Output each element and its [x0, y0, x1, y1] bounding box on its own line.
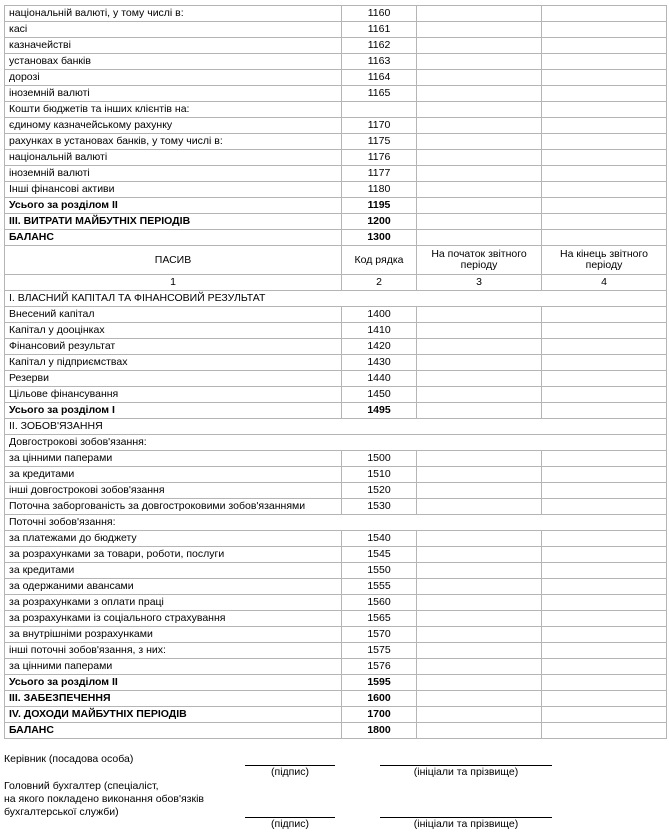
row-code: 1440: [342, 371, 417, 387]
table-row: [5, 86, 667, 102]
start-value-cell: [417, 531, 542, 547]
row-label: Усього за розділом ІІ: [5, 675, 342, 691]
header-pasyv: ПАСИВ: [5, 246, 342, 275]
row-code: 1163: [342, 54, 417, 70]
accountant-sign-caption: (підпис): [271, 818, 309, 830]
row-code: 1570: [342, 627, 417, 643]
header-code: Код рядка: [342, 246, 417, 275]
accountant-name-caption: (ініціали та прізвище): [413, 818, 519, 830]
start-value-cell: [417, 230, 542, 246]
row-code: 1495: [342, 403, 417, 419]
table-row: [5, 230, 667, 246]
start-value-cell: [417, 70, 542, 86]
row-code: 1180: [342, 182, 417, 198]
row-code: 1170: [342, 118, 417, 134]
end-value-cell: [542, 86, 667, 102]
end-value-cell: [542, 643, 667, 659]
row-label: інші довгострокові зобов'язання: [5, 483, 342, 499]
table-row: [5, 419, 667, 435]
end-value-cell: [542, 483, 667, 499]
table-row: [5, 134, 667, 150]
start-value-cell: [417, 595, 542, 611]
start-value-cell: [417, 198, 542, 214]
table-row: [5, 451, 667, 467]
header-start-period: На початок звітного періоду: [417, 246, 542, 275]
end-value-cell: [542, 38, 667, 54]
end-value-cell: [542, 675, 667, 691]
end-value-cell: [542, 6, 667, 22]
row-code: 1160: [342, 6, 417, 22]
row-label: Усього за розділом І: [5, 403, 342, 419]
end-value-cell: [542, 403, 667, 419]
row-label: Фінансовий результат: [5, 339, 342, 355]
row-code: 1300: [342, 230, 417, 246]
start-value-cell: [417, 499, 542, 515]
table-row: [5, 499, 667, 515]
start-value-cell: [417, 102, 542, 118]
balance-table: [4, 5, 667, 739]
start-value-cell: [417, 371, 542, 387]
row-label: іноземній валюті: [5, 86, 342, 102]
table-row: [5, 54, 667, 70]
table-row: [5, 691, 667, 707]
table-row: [5, 627, 667, 643]
row-code: 1576: [342, 659, 417, 675]
end-value-cell: [542, 150, 667, 166]
row-code: 1200: [342, 214, 417, 230]
row-label: Довгострокові зобов'язання:: [5, 435, 667, 451]
row-label: національній валюті, у тому числі в:: [5, 6, 342, 22]
row-code: 1176: [342, 150, 417, 166]
end-value-cell: [542, 723, 667, 739]
start-value-cell: [417, 403, 542, 419]
table-row: [5, 723, 667, 739]
end-value-cell: [542, 230, 667, 246]
table-row: [5, 643, 667, 659]
start-value-cell: [417, 483, 542, 499]
row-code: 1450: [342, 387, 417, 403]
end-value-cell: [542, 102, 667, 118]
table-row: [5, 291, 667, 307]
start-value-cell: [417, 22, 542, 38]
header-num-3: 3: [417, 275, 542, 291]
end-value-cell: [542, 214, 667, 230]
header-num-2: 2: [342, 275, 417, 291]
table-row: [5, 563, 667, 579]
start-value-cell: [417, 214, 542, 230]
start-value-cell: [417, 723, 542, 739]
row-label: іноземній валюті: [5, 166, 342, 182]
table-row: [5, 515, 667, 531]
row-label: рахунках в установах банків, у тому числі в:: [5, 134, 342, 150]
row-code: 1161: [342, 22, 417, 38]
table-row: [5, 323, 667, 339]
table-row: [5, 435, 667, 451]
table-row: [5, 547, 667, 563]
start-value-cell: [417, 467, 542, 483]
row-label: БАЛАНС: [5, 723, 342, 739]
table-row: [5, 675, 667, 691]
table-row: [5, 339, 667, 355]
start-value-cell: [417, 659, 542, 675]
end-value-cell: [542, 371, 667, 387]
row-code: 1500: [342, 451, 417, 467]
table-row: [5, 403, 667, 419]
table-row: [5, 198, 667, 214]
header-num-1: 1: [5, 275, 342, 291]
end-value-cell: [542, 707, 667, 723]
row-label: І. ВЛАСНИЙ КАПІТАЛ ТА ФІНАНСОВИЙ РЕЗУЛЬТАТ: [5, 291, 667, 307]
start-value-cell: [417, 54, 542, 70]
table-row: [5, 707, 667, 723]
row-code: 1430: [342, 355, 417, 371]
end-value-cell: [542, 659, 667, 675]
start-value-cell: [417, 643, 542, 659]
end-value-cell: [542, 387, 667, 403]
end-value-cell: [542, 691, 667, 707]
end-value-cell: [542, 355, 667, 371]
table-row: [5, 467, 667, 483]
row-label: за розрахунками з оплати праці: [5, 595, 342, 611]
row-label: за цінними паперами: [5, 451, 342, 467]
row-label: Резерви: [5, 371, 342, 387]
row-code: 1560: [342, 595, 417, 611]
row-code: 1600: [342, 691, 417, 707]
end-value-cell: [542, 451, 667, 467]
table-row: [5, 214, 667, 230]
start-value-cell: [417, 118, 542, 134]
table-row: [5, 102, 667, 118]
row-code: 1420: [342, 339, 417, 355]
start-value-cell: [417, 38, 542, 54]
start-value-cell: [417, 579, 542, 595]
end-value-cell: [542, 134, 667, 150]
row-code: 1595: [342, 675, 417, 691]
row-code: [342, 102, 417, 118]
row-label: за кредитами: [5, 563, 342, 579]
row-code: 1545: [342, 547, 417, 563]
start-value-cell: [417, 563, 542, 579]
row-code: 1700: [342, 707, 417, 723]
start-value-cell: [417, 707, 542, 723]
start-value-cell: [417, 547, 542, 563]
end-value-cell: [542, 54, 667, 70]
row-label: казначействі: [5, 38, 342, 54]
row-label: установах банків: [5, 54, 342, 70]
start-value-cell: [417, 355, 542, 371]
table-row: [5, 182, 667, 198]
row-code: 1565: [342, 611, 417, 627]
row-code: 1575: [342, 643, 417, 659]
row-label: Усього за розділом ІІ: [5, 198, 342, 214]
start-value-cell: [417, 307, 542, 323]
row-label: за одержаними авансами: [5, 579, 342, 595]
table-row: [5, 595, 667, 611]
end-value-cell: [542, 547, 667, 563]
table-row: [5, 150, 667, 166]
row-label: IV. ДОХОДИ МАЙБУТНІХ ПЕРІОДІВ: [5, 707, 342, 723]
row-code: 1800: [342, 723, 417, 739]
end-value-cell: [542, 70, 667, 86]
end-value-cell: [542, 499, 667, 515]
start-value-cell: [417, 166, 542, 182]
end-value-cell: [542, 563, 667, 579]
row-label: за платежами до бюджету: [5, 531, 342, 547]
row-label: єдиному казначейському рахунку: [5, 118, 342, 134]
row-code: 1175: [342, 134, 417, 150]
row-code: 1520: [342, 483, 417, 499]
row-label: Капітал у підприємствах: [5, 355, 342, 371]
table-row: [5, 611, 667, 627]
row-code: 1555: [342, 579, 417, 595]
table-row: [5, 38, 667, 54]
row-label: ІІ. ЗОБОВ'ЯЗАННЯ: [5, 419, 667, 435]
row-code: 1530: [342, 499, 417, 515]
row-code: 1162: [342, 38, 417, 54]
start-value-cell: [417, 150, 542, 166]
end-value-cell: [542, 595, 667, 611]
table-row: [5, 166, 667, 182]
table-row: [5, 355, 667, 371]
row-code: 1510: [342, 467, 417, 483]
row-label: за розрахунками із соціального страхування: [5, 611, 342, 627]
row-label: Цільове фінансування: [5, 387, 342, 403]
end-value-cell: [542, 118, 667, 134]
accountant-label-3: бухгалтерської служби): [4, 806, 119, 818]
row-label: Кошти бюджетів та інших клієнтів на:: [5, 102, 342, 118]
table-row: [5, 118, 667, 134]
end-value-cell: [542, 531, 667, 547]
start-value-cell: [417, 182, 542, 198]
row-label: Внесений капітал: [5, 307, 342, 323]
end-value-cell: [542, 579, 667, 595]
table-row: [5, 371, 667, 387]
row-label: за кредитами: [5, 467, 342, 483]
start-value-cell: [417, 627, 542, 643]
start-value-cell: [417, 86, 542, 102]
end-value-cell: [542, 611, 667, 627]
header-num-4: 4: [542, 275, 667, 291]
start-value-cell: [417, 134, 542, 150]
table-row: [5, 531, 667, 547]
row-label: Поточна заборгованість за довгостроковими зобов'язаннями: [5, 499, 342, 515]
row-label: Поточні зобов'язання:: [5, 515, 667, 531]
row-label: за цінними паперами: [5, 659, 342, 675]
row-code: 1550: [342, 563, 417, 579]
end-value-cell: [542, 166, 667, 182]
start-value-cell: [417, 675, 542, 691]
row-code: 1540: [342, 531, 417, 547]
start-value-cell: [417, 6, 542, 22]
director-name-caption: (ініціали та прізвище): [413, 766, 519, 778]
row-code: 1165: [342, 86, 417, 102]
row-label: БАЛАНС: [5, 230, 342, 246]
liabilities-header: [5, 246, 667, 291]
table-row: [5, 6, 667, 22]
header-end-period: На кінець звітного періоду: [542, 246, 667, 275]
start-value-cell: [417, 339, 542, 355]
end-value-cell: [542, 339, 667, 355]
row-label: ІІІ. ЗАБЕЗПЕЧЕННЯ: [5, 691, 342, 707]
row-code: 1400: [342, 307, 417, 323]
table-row: [5, 70, 667, 86]
accountant-label-1: Головний бухгалтер (спеціаліст,: [4, 780, 159, 792]
liabilities-rows: [5, 291, 667, 739]
row-code: 1410: [342, 323, 417, 339]
assets-rows: [5, 6, 667, 246]
row-label: національній валюті: [5, 150, 342, 166]
table-row: [5, 387, 667, 403]
row-code: 1195: [342, 198, 417, 214]
end-value-cell: [542, 323, 667, 339]
end-value-cell: [542, 307, 667, 323]
row-code: 1164: [342, 70, 417, 86]
row-label: за внутрішніми розрахунками: [5, 627, 342, 643]
director-sign-caption: (підпис): [271, 766, 309, 778]
row-label: касі: [5, 22, 342, 38]
table-row: [5, 22, 667, 38]
end-value-cell: [542, 198, 667, 214]
start-value-cell: [417, 387, 542, 403]
start-value-cell: [417, 611, 542, 627]
end-value-cell: [542, 627, 667, 643]
director-label: Керівник (посадова особа): [4, 753, 134, 765]
row-label: інші поточні зобов'язання, з них:: [5, 643, 342, 659]
end-value-cell: [542, 22, 667, 38]
row-label: ІІІ. ВИТРАТИ МАЙБУТНІХ ПЕРІОДІВ: [5, 214, 342, 230]
table-row: [5, 579, 667, 595]
start-value-cell: [417, 451, 542, 467]
table-row: [5, 659, 667, 675]
row-label: Капітал у дооцінках: [5, 323, 342, 339]
table-row: [5, 483, 667, 499]
row-label: Інші фінансові активи: [5, 182, 342, 198]
row-label: за розрахунками за товари, роботи, послуги: [5, 547, 342, 563]
row-code: 1177: [342, 166, 417, 182]
row-label: дорозі: [5, 70, 342, 86]
start-value-cell: [417, 691, 542, 707]
end-value-cell: [542, 467, 667, 483]
accountant-label-2: на якого покладено виконання обов'язків: [4, 793, 204, 805]
table-row: [5, 307, 667, 323]
start-value-cell: [417, 323, 542, 339]
end-value-cell: [542, 182, 667, 198]
